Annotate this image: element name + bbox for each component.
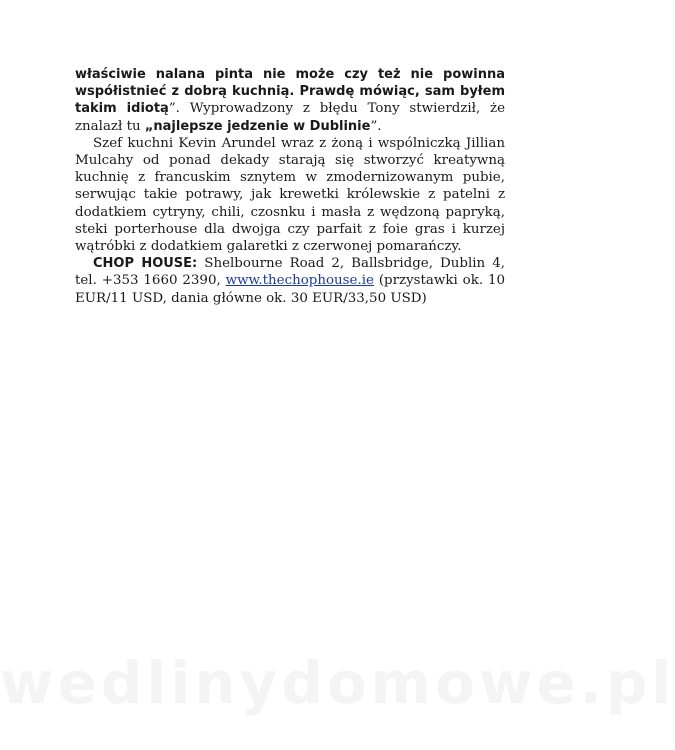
restaurant-address: Shelbourne Road 2, Ballsbridge, Dublin 4, tel. +353 1660 2390, bbox=[75, 256, 505, 289]
paragraph-3 bbox=[75, 255, 505, 307]
paragraph-1 bbox=[75, 66, 505, 135]
paragraph-2: Szef kuchni Kevin Arundel wraz z żoną i wspólniczką Jillian Mulcahy od ponad dekady starają się stworzyć kreatywną kuchnię z francuskim sznytem w zmodernizowanym pubie, serwując takie potrawy, jak krewetki królewskie z patelni z dodatkiem cytryny, chili, czosnku i masła z wędzoną papryką, steki porterhouse dla dwojga czy parfait z foie gras i kurzej wątróbki z dodatkiem galaretki z czerwonej pomarańczy. bbox=[75, 135, 505, 255]
bold-quote-text: właściwie nalana pinta nie może czy też nie powinna współistnieć z dobrą kuchnią. Prawdę mówiąc, sam byłem takim idiotą bbox=[75, 67, 505, 117]
restaurant-prices: (przystawki ok. 10 EUR/11 USD, dania główne ok. 30 EUR/33,50 USD) bbox=[75, 273, 506, 306]
restaurant-name: CHOP HOUSE: bbox=[93, 256, 198, 272]
article-text bbox=[75, 66, 505, 307]
paragraph-1-text: ”. Wyprowadzony z błędu Tony stwierdził, że znalazł tu bbox=[75, 101, 506, 134]
restaurant-website-link[interactable]: www.thechophouse.ie bbox=[225, 273, 374, 289]
watermark: wedlinydomowe.pl bbox=[0, 649, 675, 717]
bold-quote-best-food: „najlepsze jedzenie w Dublinie bbox=[144, 118, 371, 134]
paragraph-1-end: ”. bbox=[370, 118, 382, 134]
